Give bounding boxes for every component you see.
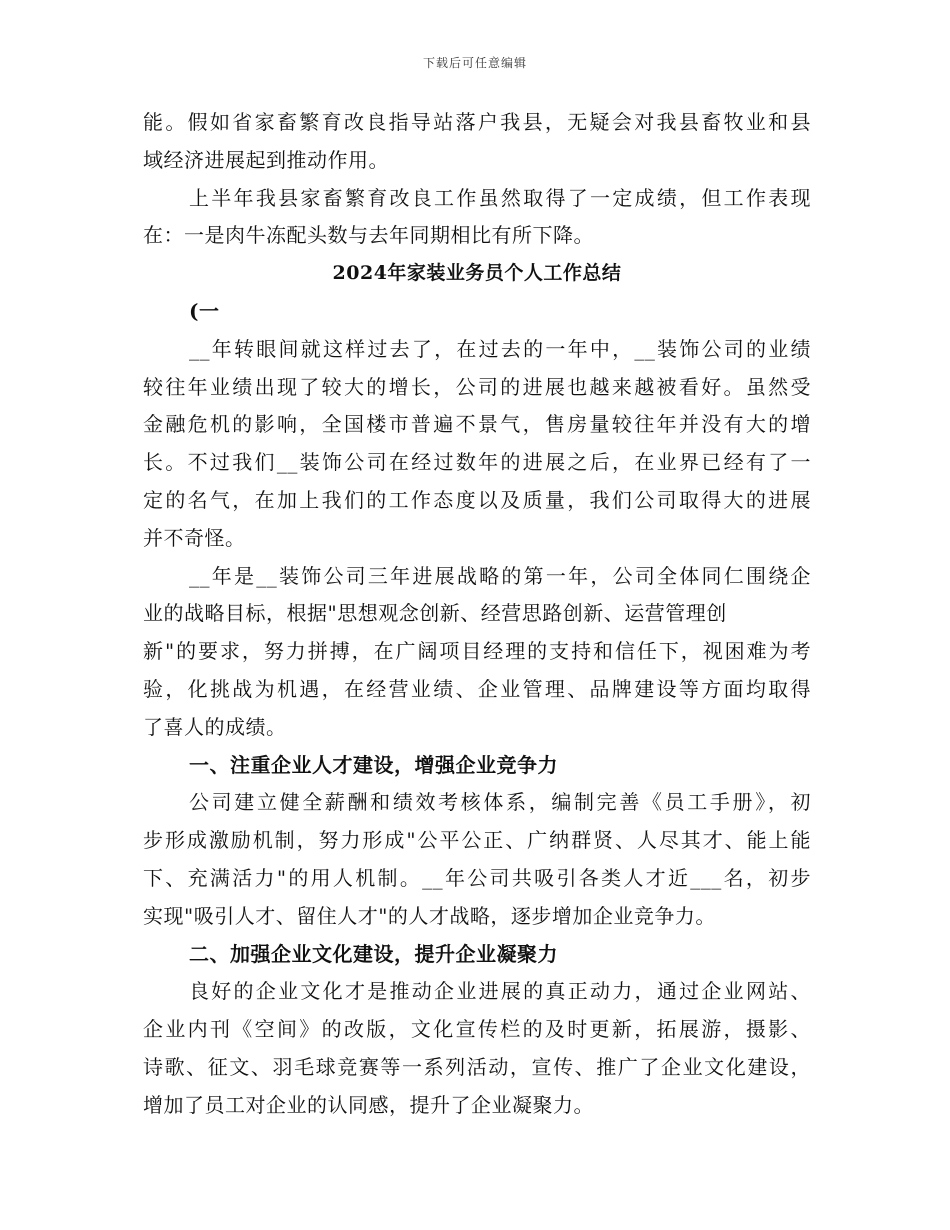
paragraph-line: 在：一是肉牛冻配头数与去年同期相比有所下降。	[143, 223, 594, 248]
paragraph-line: 企业内刊《空间》的改版，文化宣传栏的及时更新，拓展游，摄影、	[143, 1017, 811, 1042]
document-body	[143, 104, 811, 1125]
paragraph-line: 诗歌、征文、羽毛球竞赛等一系列活动，宣传、推广了企业文化建设，	[143, 1054, 811, 1079]
paragraph-line: 下、充满活力"的用人机制。__年公司共吸引各类人才近___名，初步	[143, 865, 811, 890]
paragraph-line: 公司建立健全薪酬和绩效考核体系，编制完善《员工手册》，初	[189, 790, 811, 815]
paragraph-line: __年是__装饰公司三年进展战略的第一年，公司全体同仁围绕企	[189, 563, 811, 588]
paragraph-line: 能。假如省家畜繁育改良指导站落户我县，无疑会对我县畜牧业和县	[143, 110, 811, 134]
section-heading: 二、加强企业文化建设，提升企业凝聚力	[189, 941, 558, 966]
section-heading: 一、注重企业人才建设，增强企业竞争力	[189, 752, 558, 777]
paragraph-line: 增加了员工对企业的认同感，提升了企业凝聚力。	[143, 1092, 594, 1117]
paragraph-line: 新"的要求，努力拼搏，在广阔项目经理的支持和信任下，视困难为考	[143, 639, 811, 664]
paragraph-line: 良好的企业文化才是推动企业进展的真正动力，通过企业网站、	[189, 979, 811, 1004]
paragraph-line: 长。不过我们__装饰公司在经过数年的进展之后，在业界已经有了一	[143, 450, 811, 475]
paragraph-line: 定的名气，在加上我们的工作态度以及质量，我们公司取得大的进展	[143, 487, 811, 512]
paragraph-line: 验，化挑战为机遇，在经营业绩、企业管理、品牌建设等方面均取得	[143, 676, 811, 701]
document-title: 2024年家装业务员个人工作总结	[332, 262, 622, 285]
paragraph-line: __年转眼间就这样过去了，在过去的一年中，__装饰公司的业绩	[189, 336, 811, 361]
paragraph-line: 较往年业绩出现了较大的增长，公司的进展也越来越被看好。虽然受	[143, 374, 811, 399]
paragraph-line: 金融危机的影响，全国楼市普遍不景气，售房量较往年并没有大的增	[143, 412, 811, 437]
paragraph-line: 域经济进展起到推动作用。	[143, 147, 389, 172]
paragraph-line: 实现"吸引人才、留住人才"的人才战略，逐步增加企业竞争力。	[143, 903, 716, 928]
page-header: 下载后可任意编辑	[422, 56, 527, 70]
paragraph-line: 并不奇怪。	[143, 525, 246, 550]
paragraph-line: 上半年我县家畜繁育改良工作虽然取得了一定成绩，但工作表现	[189, 185, 811, 210]
section-heading: (一	[189, 298, 220, 323]
paragraph-line: 了喜人的成绩。	[143, 714, 287, 739]
paragraph-line: 步形成激励机制，努力形成"公平公正、广纳群贤、人尽其才、能上能	[143, 828, 811, 853]
paragraph-line: 业的战略目标，根据"思想观念创新、经营思路创新、运营管理创	[143, 601, 727, 626]
